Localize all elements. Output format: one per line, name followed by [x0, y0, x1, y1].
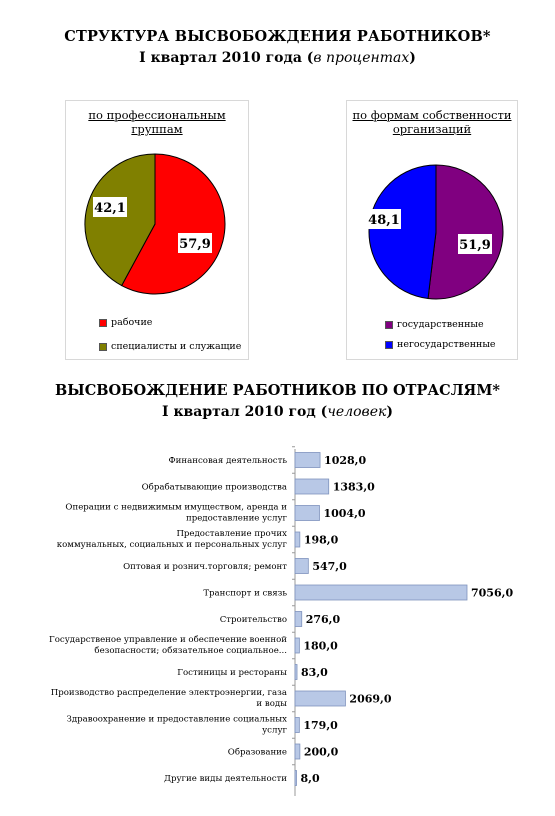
legend-swatch-specialists	[99, 343, 107, 351]
pie-title-professional-groups: по профессиональным группам	[88, 108, 226, 136]
bar-value-label-8: 83,0	[301, 666, 328, 679]
bar-11	[295, 744, 300, 759]
bar-9	[295, 691, 345, 706]
pie-ownership-slice-1	[369, 165, 436, 299]
bar-category-label-7: Государственое управление и обеспечение военной безопасности; обязательное социальное...	[49, 635, 287, 656]
bar-value-label-5: 7056,0	[471, 586, 514, 600]
bar-category-label-5: Транспорт и связь	[203, 588, 287, 599]
legend-label-specialists: специалисты и служащие	[111, 341, 242, 352]
pie-section-subtitle: I квартал 2010 года (в процентах)	[139, 50, 416, 66]
svg-text:42,1: 42,1	[94, 201, 126, 216]
bar-subtitle-period: I квартал 2010 год	[162, 404, 316, 420]
bar-value-label-12: 8,0	[300, 772, 320, 785]
bar-0	[295, 453, 320, 468]
svg-text:51,9: 51,9	[459, 238, 491, 253]
legend-swatch-state	[385, 321, 393, 329]
bar-5	[295, 585, 467, 600]
bar-4	[295, 559, 308, 574]
svg-text:48,1: 48,1	[368, 213, 400, 228]
bar-value-label-11: 200,0	[303, 745, 339, 759]
bar-12	[295, 771, 297, 786]
pie-subtitle-unit: в процентах	[313, 50, 410, 66]
bar-category-label-2: Операции с недвижимым имуществом, аренда и предоставление услуг	[65, 502, 287, 524]
bar-category-label-11: Образование	[227, 747, 287, 758]
pie-professional-data-label-0	[178, 233, 212, 253]
bar-2	[295, 506, 319, 521]
bar-value-label-4: 547,0	[312, 560, 347, 573]
bar-1	[295, 479, 329, 494]
legend-label-workers: рабочие	[111, 317, 153, 328]
bar-category-label-1: Обрабатывающие производства	[141, 482, 287, 493]
legend-swatch-workers	[99, 319, 107, 327]
bar-subtitle-unit: человек	[327, 404, 387, 420]
bar-category-label-3: Предоставление прочих коммунальных, социальных и персональных услуг	[56, 529, 287, 550]
legend-item-state	[385, 319, 484, 330]
pie-chart-professional-groups	[66, 101, 248, 359]
pie-subtitle-period: I квартал 2010 года	[139, 50, 302, 66]
bar-category-label-0: Финансовая деятельность	[168, 456, 287, 466]
bar-category-label-12: Другие виды деятельности	[164, 774, 287, 784]
bar-section-title: ВЫСВОБОЖДЕНИЕ РАБОТНИКОВ ПО ОТРАСЛЯМ*	[55, 382, 500, 399]
bar-8	[295, 665, 297, 680]
bar-7	[295, 638, 299, 653]
pie-professional-data-label-1	[93, 197, 127, 217]
bar-category-label-8: Гостиницы и рестораны	[177, 668, 287, 678]
bar-category-label-6: Строительство	[219, 615, 287, 625]
pie-ownership-data-label-1	[367, 209, 401, 229]
bar-6	[295, 612, 302, 627]
bar-category-label-10: Здравоохранение и предоставление социальных услуг	[66, 714, 287, 736]
pie-section-title: СТРУКТУРА ВЫСВОБОЖДЕНИЯ РАБОТНИКОВ*	[64, 28, 491, 45]
legend-item-specialists	[99, 341, 241, 352]
pie-panel-professional-groups	[65, 100, 249, 360]
bar-value-label-6: 276,0	[305, 613, 341, 626]
bar-section-subtitle: I квартал 2010 год (человек)	[162, 404, 393, 420]
bar-value-label-0: 1028,0	[324, 454, 367, 467]
bar-value-label-7: 180,0	[303, 639, 338, 653]
bar-value-label-9: 2069,0	[349, 692, 392, 706]
legend-label-state: государственные	[397, 319, 484, 330]
bar-chart-industries	[0, 421, 555, 816]
legend-label-nonstate: негосударственные	[397, 339, 496, 350]
legend-item-nonstate	[385, 339, 496, 350]
bar-3	[295, 532, 300, 547]
bar-category-label-4: Оптовая и рознич.торговля; ремонт	[123, 562, 287, 572]
bar-value-label-3: 198,0	[303, 533, 339, 547]
svg-text:57,9: 57,9	[179, 237, 211, 252]
pie-ownership-data-label-0	[458, 234, 492, 254]
pie-title-ownership: по формам собственности организаций	[352, 108, 512, 136]
bar-value-label-1: 1383,0	[332, 480, 375, 494]
legend-item-workers	[99, 317, 152, 328]
pie-panel-ownership	[346, 100, 518, 360]
bar-value-label-2: 1004,0	[323, 507, 366, 520]
bar-category-label-9: Производство распределение электроэнергии, газа и воды	[50, 688, 287, 709]
legend-swatch-nonstate	[385, 341, 393, 349]
bar-value-label-10: 179,0	[303, 719, 338, 732]
bar-10	[295, 718, 299, 733]
pie-ownership-slice-0	[428, 165, 503, 299]
